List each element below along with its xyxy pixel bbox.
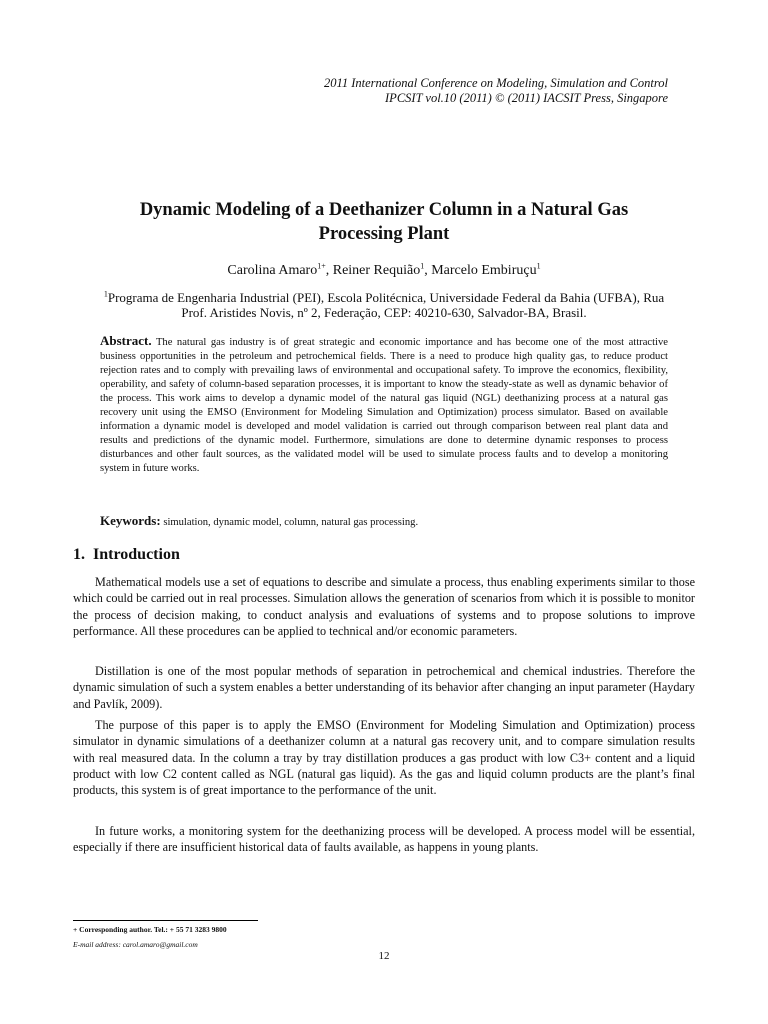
abstract-label: Abstract.: [100, 333, 152, 348]
author-name: Carolina Amaro: [227, 263, 318, 278]
footnote-divider: [73, 920, 258, 921]
author-name: Reiner Requião: [332, 263, 421, 278]
keywords-label: Keywords:: [100, 513, 161, 528]
author-name: Marcelo Embiruçu: [431, 263, 537, 278]
affiliation-mark: 1: [103, 289, 108, 299]
proceedings-header: IPCSIT vol.10 (2011) © (2011) IACSIT Press, Singapore: [385, 91, 668, 105]
section-title: Introduction: [93, 546, 180, 563]
keywords: [100, 513, 668, 529]
author-separator: ,: [325, 263, 333, 278]
keywords-text: simulation, dynamic model, column, natural gas processing.: [163, 517, 419, 528]
author-affiliation-mark: 1+: [317, 261, 326, 271]
body-paragraph: Distillation is one of the most popular methods of separation in petrochemical and chemical industries. Therefore the dynamic simulation of such a system enables a better understanding of its behavior after changing an input parameter (Haydary and Pavlík, 2009).: [73, 664, 695, 711]
abstract-text: The natural gas industry is of great strategic and economic importance and has become one of the most attractive business opportunities in the petroleum and petrochemical fields. There is a need to produce high quality gas, to reduce product rejection rates and to comply with prevailing laws of environmental and occupational safety. To improve the economics, flexibility, operability, and safety of column-based separation processes, it is important to know the steady-state as well as dynamic behavior of the process. This work aims to develop a dynamic model of the natural gas liquid (NGL) deethanizing process at a natural gas recovery unit using the EMSO (Environment for Modeling Simulation and Optimization) process simulator. Based on available information a dynamic model is developed and model validation is carried out through comparison between real plant data and results and predictions of the dynamic model. Furthermore, simulations are done to determine dynamic responses to process disturbances and other fault sources, as the validated model will be used to simulate process faults and to develop a monitoring system in future works.: [100, 337, 668, 474]
section-number: 1.: [73, 546, 85, 563]
author-list: [80, 263, 688, 279]
author-affiliation-mark: 1: [420, 261, 425, 271]
affiliation-line1: [70, 290, 698, 306]
paper-title-line2: Processing Plant: [318, 224, 450, 244]
body-paragraph: Mathematical models use a set of equations to describe and simulate a process, thus enabling experiments similar to those which could be carried out in real processes. Simulation allows the generation of scenarios from which it is possible to monitor the process of decision making, to conduct analysis and evaluations of systems and to propose solutions to improve performance. All these procedures can be applied to technical and/or economic parameters.: [73, 575, 695, 638]
page-number: 12: [378, 950, 390, 962]
footnote-email: E-mail address: carol.amaro@gmail.com: [73, 940, 198, 949]
conference-header: 2011 International Conference on Modeling, Simulation and Control: [324, 76, 668, 90]
affiliation-text-1: Programa de Engenharia Industrial (PEI), Escola Politécnica, Universidade Federal da Bahia (UFBA), Rua: [107, 290, 665, 305]
footnote-corresponding-author: + Corresponding author. Tel.: + 55 71 3283 9800: [73, 925, 227, 934]
paper-title-line1: Dynamic Modeling of a Deethanizer Column in a Natural Gas: [139, 200, 629, 220]
author-separator: ,: [424, 263, 432, 278]
affiliation-line2: Prof. Aristides Novis, nº 2, Federação, CEP: 40210-630, Salvador-BA, Brasil.: [181, 305, 587, 320]
author-affiliation-mark: 1: [536, 261, 541, 271]
body-paragraph: In future works, a monitoring system for the deethanizing process will be developed. A process model will be essential, especially if there are insufficient historical data of faults available, as happens in young plants.: [73, 824, 695, 855]
section-heading: [73, 546, 180, 564]
abstract: [100, 334, 668, 476]
body-paragraph: The purpose of this paper is to apply the EMSO (Environment for Modeling Simulation and Optimization) process simulator in dynamic simulations of a deethanizer column at a natural gas recovery unit, and to compare simulation results with real measured data. In the column a tray by tray distillation produces a gas product with low C3+ content and a liquid product with low C2 content called as NGL (natural gas liquid). As the gas and liquid column products are the plant’s final products, this system is of great importance to the performance of the unit.: [73, 718, 695, 798]
